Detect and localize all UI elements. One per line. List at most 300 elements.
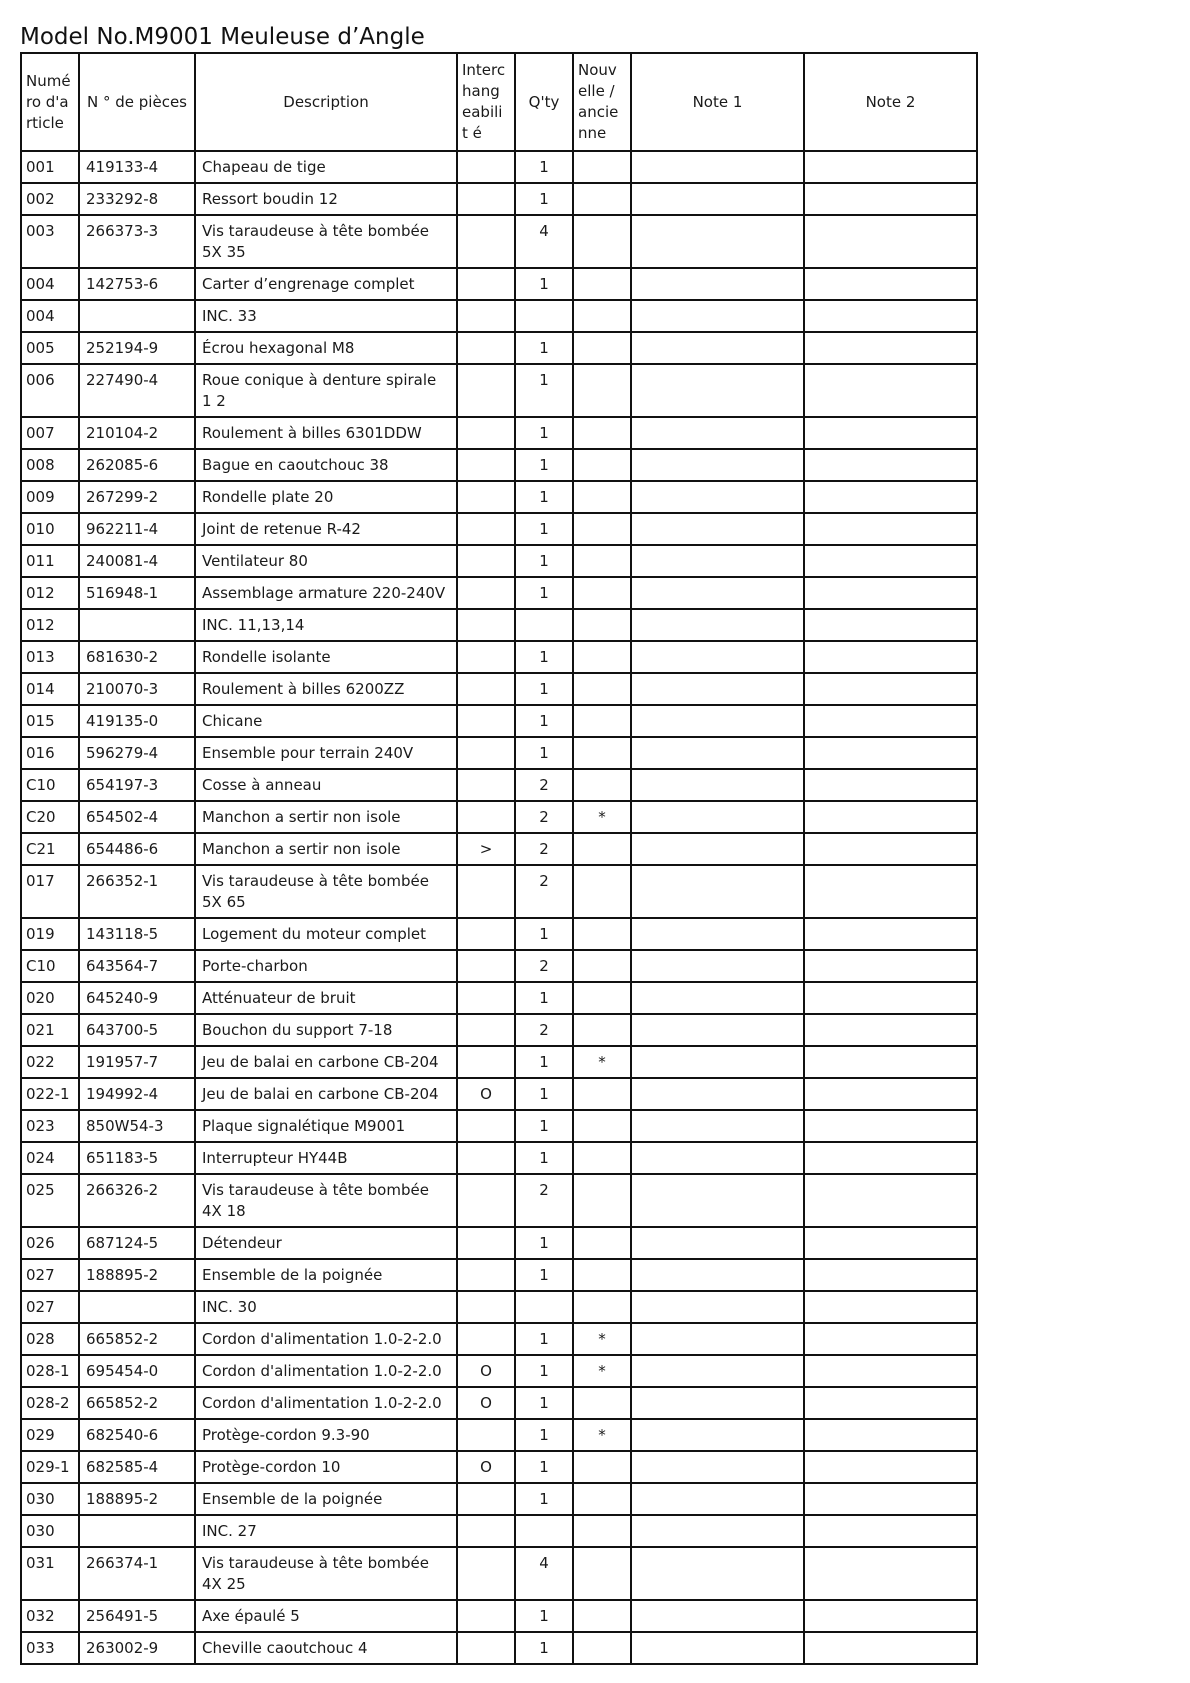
cell-part-no: 194992-4 <box>79 1078 195 1110</box>
cell-note2 <box>804 300 977 332</box>
cell-new-old <box>573 609 631 641</box>
table-row <box>21 364 977 417</box>
cell-description: Porte-charbon <box>195 950 457 982</box>
table-row <box>21 1451 977 1483</box>
cell-item-no: 032 <box>21 1600 79 1632</box>
cell-note1 <box>631 417 804 449</box>
cell-description: Roulement à billes 6200ZZ <box>195 673 457 705</box>
cell-qty: 2 <box>515 1174 573 1227</box>
cell-new-old <box>573 449 631 481</box>
cell-item-no: 019 <box>21 918 79 950</box>
table-row <box>21 1632 977 1664</box>
cell-part-no: 266352-1 <box>79 865 195 918</box>
table-row <box>21 1355 977 1387</box>
cell-note1 <box>631 1483 804 1515</box>
cell-interchangeability <box>457 1174 515 1227</box>
table-row <box>21 737 977 769</box>
column-header-interchangeability: Interc hang eabilit é <box>457 53 515 151</box>
cell-qty: 1 <box>515 481 573 513</box>
cell-description: Écrou hexagonal M8 <box>195 332 457 364</box>
column-header-qty: Q'ty <box>515 53 573 151</box>
cell-note1 <box>631 513 804 545</box>
cell-new-old <box>573 332 631 364</box>
cell-item-no: 028 <box>21 1323 79 1355</box>
cell-new-old <box>573 833 631 865</box>
cell-qty: 1 <box>515 545 573 577</box>
cell-note1 <box>631 215 804 268</box>
cell-note1 <box>631 1046 804 1078</box>
cell-interchangeability: O <box>457 1451 515 1483</box>
cell-note1 <box>631 151 804 183</box>
cell-description: Cordon d'alimentation 1.0-2-2.0 <box>195 1355 457 1387</box>
cell-interchangeability <box>457 545 515 577</box>
cell-item-no: 027 <box>21 1291 79 1323</box>
cell-new-old <box>573 1110 631 1142</box>
cell-part-no <box>79 300 195 332</box>
cell-description: Chapeau de tige <box>195 151 457 183</box>
cell-description: Ventilateur 80 <box>195 545 457 577</box>
cell-item-no: 001 <box>21 151 79 183</box>
cell-qty: 1 <box>515 1419 573 1451</box>
cell-note1 <box>631 1014 804 1046</box>
cell-part-no: 645240-9 <box>79 982 195 1014</box>
table-row <box>21 801 977 833</box>
cell-item-no: 012 <box>21 577 79 609</box>
cell-description: Ensemble de la poignée <box>195 1483 457 1515</box>
cell-note1 <box>631 1387 804 1419</box>
cell-description: Carter d’engrenage complet <box>195 268 457 300</box>
cell-part-no: 687124-5 <box>79 1227 195 1259</box>
cell-qty: 2 <box>515 801 573 833</box>
cell-new-old <box>573 268 631 300</box>
cell-interchangeability <box>457 1632 515 1664</box>
cell-part-no: 516948-1 <box>79 577 195 609</box>
cell-new-old <box>573 151 631 183</box>
cell-note2 <box>804 801 977 833</box>
cell-part-no: 962211-4 <box>79 513 195 545</box>
cell-note1 <box>631 833 804 865</box>
cell-qty: 1 <box>515 332 573 364</box>
table-row <box>21 1014 977 1046</box>
cell-note2 <box>804 268 977 300</box>
cell-part-no: 210070-3 <box>79 673 195 705</box>
cell-note1 <box>631 1142 804 1174</box>
cell-description: Rondelle plate 20 <box>195 481 457 513</box>
table-row <box>21 1387 977 1419</box>
cell-qty: 1 <box>515 737 573 769</box>
cell-description: Ensemble de la poignée <box>195 1259 457 1291</box>
cell-part-no: 665852-2 <box>79 1387 195 1419</box>
cell-note2 <box>804 1632 977 1664</box>
cell-part-no: 188895-2 <box>79 1259 195 1291</box>
cell-interchangeability <box>457 481 515 513</box>
table-row <box>21 609 977 641</box>
cell-qty: 1 <box>515 1451 573 1483</box>
cell-interchangeability <box>457 577 515 609</box>
cell-note2 <box>804 1600 977 1632</box>
cell-qty: 4 <box>515 1547 573 1600</box>
cell-new-old <box>573 1174 631 1227</box>
cell-qty: 1 <box>515 1078 573 1110</box>
cell-qty: 1 <box>515 673 573 705</box>
table-row <box>21 1259 977 1291</box>
cell-note1 <box>631 545 804 577</box>
table-header <box>21 53 977 151</box>
cell-note1 <box>631 1419 804 1451</box>
cell-item-no: 014 <box>21 673 79 705</box>
table-row <box>21 268 977 300</box>
cell-note1 <box>631 1323 804 1355</box>
table-row <box>21 300 977 332</box>
cell-part-no <box>79 1291 195 1323</box>
cell-qty: 1 <box>515 1227 573 1259</box>
parts-table <box>20 52 978 1665</box>
cell-item-no: 025 <box>21 1174 79 1227</box>
cell-note2 <box>804 513 977 545</box>
cell-new-old <box>573 641 631 673</box>
cell-interchangeability <box>457 1227 515 1259</box>
cell-note2 <box>804 705 977 737</box>
cell-description: Logement du moteur complet <box>195 918 457 950</box>
cell-item-no: 006 <box>21 364 79 417</box>
column-header-part-no: N ° de pièces <box>79 53 195 151</box>
cell-new-old <box>573 982 631 1014</box>
table-row <box>21 982 977 1014</box>
cell-note1 <box>631 449 804 481</box>
cell-new-old <box>573 737 631 769</box>
cell-note1 <box>631 1355 804 1387</box>
cell-note1 <box>631 950 804 982</box>
table-row <box>21 151 977 183</box>
table-row <box>21 215 977 268</box>
table-row <box>21 1515 977 1547</box>
cell-new-old <box>573 1600 631 1632</box>
cell-interchangeability: O <box>457 1355 515 1387</box>
cell-new-old <box>573 364 631 417</box>
cell-note2 <box>804 1291 977 1323</box>
cell-item-no: 003 <box>21 215 79 268</box>
cell-interchangeability <box>457 737 515 769</box>
cell-description: Protège-cordon 9.3-90 <box>195 1419 457 1451</box>
table-row <box>21 1547 977 1600</box>
cell-part-no: 210104-2 <box>79 417 195 449</box>
cell-interchangeability <box>457 268 515 300</box>
cell-item-no: 005 <box>21 332 79 364</box>
page-title: Model No.M9001 Meuleuse d’Angle <box>20 24 425 50</box>
cell-part-no: 665852-2 <box>79 1323 195 1355</box>
cell-description: Atténuateur de bruit <box>195 982 457 1014</box>
cell-note1 <box>631 737 804 769</box>
cell-new-old: * <box>573 1323 631 1355</box>
cell-note2 <box>804 950 977 982</box>
cell-item-no: 004 <box>21 300 79 332</box>
cell-item-no: C21 <box>21 833 79 865</box>
cell-note1 <box>631 1259 804 1291</box>
cell-new-old <box>573 865 631 918</box>
cell-item-no: 033 <box>21 1632 79 1664</box>
cell-note2 <box>804 918 977 950</box>
cell-interchangeability <box>457 918 515 950</box>
cell-new-old <box>573 769 631 801</box>
table-row <box>21 1142 977 1174</box>
cell-note1 <box>631 183 804 215</box>
cell-note2 <box>804 577 977 609</box>
cell-description: Manchon a sertir non isole <box>195 833 457 865</box>
cell-item-no: 020 <box>21 982 79 1014</box>
cell-new-old <box>573 1515 631 1547</box>
table-row <box>21 1291 977 1323</box>
cell-item-no: C10 <box>21 950 79 982</box>
cell-qty: 1 <box>515 1387 573 1419</box>
cell-part-no <box>79 1515 195 1547</box>
cell-interchangeability <box>457 1547 515 1600</box>
cell-part-no: 654502-4 <box>79 801 195 833</box>
table-row <box>21 183 977 215</box>
cell-new-old <box>573 417 631 449</box>
cell-new-old <box>573 705 631 737</box>
cell-qty: 1 <box>515 1355 573 1387</box>
cell-item-no: 022 <box>21 1046 79 1078</box>
cell-note1 <box>631 705 804 737</box>
cell-description: INC. 33 <box>195 300 457 332</box>
cell-description: Ensemble pour terrain 240V <box>195 737 457 769</box>
cell-part-no: 850W54-3 <box>79 1110 195 1142</box>
cell-description: Jeu de balai en carbone CB-204 <box>195 1078 457 1110</box>
cell-qty: 2 <box>515 1014 573 1046</box>
cell-note2 <box>804 1078 977 1110</box>
cell-note1 <box>631 1451 804 1483</box>
header-row <box>21 53 977 151</box>
cell-note2 <box>804 1515 977 1547</box>
cell-qty: 1 <box>515 1632 573 1664</box>
cell-description: Cordon d'alimentation 1.0-2-2.0 <box>195 1323 457 1355</box>
table-row <box>21 449 977 481</box>
cell-note1 <box>631 1515 804 1547</box>
cell-description: Rondelle isolante <box>195 641 457 673</box>
cell-description: Interrupteur HY44B <box>195 1142 457 1174</box>
cell-note2 <box>804 183 977 215</box>
cell-description: Cordon d'alimentation 1.0-2-2.0 <box>195 1387 457 1419</box>
cell-part-no: 266326-2 <box>79 1174 195 1227</box>
cell-description: Chicane <box>195 705 457 737</box>
cell-item-no: 009 <box>21 481 79 513</box>
cell-part-no: 252194-9 <box>79 332 195 364</box>
cell-part-no: 682540-6 <box>79 1419 195 1451</box>
cell-item-no: 016 <box>21 737 79 769</box>
cell-description: Joint de retenue R-42 <box>195 513 457 545</box>
cell-note2 <box>804 1483 977 1515</box>
cell-part-no: 654486-6 <box>79 833 195 865</box>
cell-part-no: 643700-5 <box>79 1014 195 1046</box>
table-row <box>21 1110 977 1142</box>
cell-description: Vis taraudeuse à tête bombée 4X 18 <box>195 1174 457 1227</box>
cell-description: Bouchon du support 7-18 <box>195 1014 457 1046</box>
cell-note1 <box>631 1632 804 1664</box>
cell-interchangeability <box>457 1142 515 1174</box>
cell-note1 <box>631 1291 804 1323</box>
cell-interchangeability <box>457 417 515 449</box>
cell-interchangeability <box>457 769 515 801</box>
cell-part-no: 643564-7 <box>79 950 195 982</box>
cell-interchangeability <box>457 1515 515 1547</box>
cell-note2 <box>804 1547 977 1600</box>
cell-note1 <box>631 609 804 641</box>
cell-item-no: 015 <box>21 705 79 737</box>
cell-qty: 2 <box>515 833 573 865</box>
cell-qty: 2 <box>515 950 573 982</box>
cell-qty: 1 <box>515 577 573 609</box>
cell-interchangeability <box>457 300 515 332</box>
cell-note1 <box>631 300 804 332</box>
cell-new-old <box>573 481 631 513</box>
cell-interchangeability <box>457 1323 515 1355</box>
cell-qty: 1 <box>515 1046 573 1078</box>
cell-interchangeability <box>457 950 515 982</box>
table-row <box>21 417 977 449</box>
cell-qty: 1 <box>515 641 573 673</box>
cell-item-no: 028-2 <box>21 1387 79 1419</box>
cell-part-no: 188895-2 <box>79 1483 195 1515</box>
cell-description: Manchon a sertir non isole <box>195 801 457 833</box>
table-row <box>21 705 977 737</box>
table-row <box>21 918 977 950</box>
cell-note1 <box>631 673 804 705</box>
cell-new-old <box>573 1451 631 1483</box>
column-header-note1: Note 1 <box>631 53 804 151</box>
cell-note1 <box>631 1227 804 1259</box>
cell-note1 <box>631 1547 804 1600</box>
cell-note1 <box>631 577 804 609</box>
cell-qty: 1 <box>515 982 573 1014</box>
cell-description: Ressort boudin 12 <box>195 183 457 215</box>
cell-note2 <box>804 1355 977 1387</box>
cell-new-old <box>573 1387 631 1419</box>
cell-new-old <box>573 1547 631 1600</box>
cell-interchangeability <box>457 801 515 833</box>
cell-description: Plaque signalétique M9001 <box>195 1110 457 1142</box>
cell-part-no: 681630-2 <box>79 641 195 673</box>
column-header-description: Description <box>195 53 457 151</box>
cell-note1 <box>631 982 804 1014</box>
table-row <box>21 481 977 513</box>
cell-interchangeability <box>457 1483 515 1515</box>
cell-interchangeability <box>457 183 515 215</box>
cell-note2 <box>804 769 977 801</box>
cell-interchangeability <box>457 1046 515 1078</box>
cell-note1 <box>631 1600 804 1632</box>
cell-note1 <box>631 364 804 417</box>
cell-note2 <box>804 833 977 865</box>
cell-note1 <box>631 1174 804 1227</box>
cell-interchangeability <box>457 1600 515 1632</box>
cell-description: Bague en caoutchouc 38 <box>195 449 457 481</box>
cell-qty: 1 <box>515 918 573 950</box>
cell-item-no: C10 <box>21 769 79 801</box>
cell-note1 <box>631 481 804 513</box>
cell-part-no: 227490-4 <box>79 364 195 417</box>
cell-note2 <box>804 982 977 1014</box>
cell-note2 <box>804 1451 977 1483</box>
cell-item-no: 022-1 <box>21 1078 79 1110</box>
cell-description: Cosse à anneau <box>195 769 457 801</box>
cell-item-no: 017 <box>21 865 79 918</box>
cell-item-no: 029-1 <box>21 1451 79 1483</box>
cell-item-no: 024 <box>21 1142 79 1174</box>
cell-description: Cheville caoutchouc 4 <box>195 1632 457 1664</box>
cell-item-no: 029 <box>21 1419 79 1451</box>
cell-new-old <box>573 918 631 950</box>
cell-note2 <box>804 1259 977 1291</box>
cell-new-old <box>573 215 631 268</box>
cell-interchangeability <box>457 982 515 1014</box>
cell-qty: 1 <box>515 1142 573 1174</box>
cell-qty: 1 <box>515 268 573 300</box>
cell-interchangeability <box>457 1259 515 1291</box>
cell-part-no: 233292-8 <box>79 183 195 215</box>
cell-item-no: 021 <box>21 1014 79 1046</box>
cell-item-no: 013 <box>21 641 79 673</box>
cell-qty <box>515 609 573 641</box>
cell-interchangeability <box>457 332 515 364</box>
cell-part-no: 654197-3 <box>79 769 195 801</box>
cell-note1 <box>631 1110 804 1142</box>
cell-new-old <box>573 1078 631 1110</box>
cell-note1 <box>631 268 804 300</box>
cell-interchangeability <box>457 673 515 705</box>
cell-new-old <box>573 950 631 982</box>
cell-description: Détendeur <box>195 1227 457 1259</box>
cell-note2 <box>804 1323 977 1355</box>
cell-new-old <box>573 1142 631 1174</box>
cell-note2 <box>804 1227 977 1259</box>
cell-note2 <box>804 1110 977 1142</box>
cell-description: INC. 30 <box>195 1291 457 1323</box>
cell-item-no: 030 <box>21 1483 79 1515</box>
cell-part-no: 695454-0 <box>79 1355 195 1387</box>
cell-qty: 1 <box>515 417 573 449</box>
cell-part-no: 142753-6 <box>79 268 195 300</box>
cell-interchangeability <box>457 1110 515 1142</box>
table-row <box>21 673 977 705</box>
cell-note1 <box>631 918 804 950</box>
cell-interchangeability <box>457 641 515 673</box>
cell-note2 <box>804 449 977 481</box>
cell-note2 <box>804 609 977 641</box>
cell-part-no <box>79 609 195 641</box>
cell-note2 <box>804 673 977 705</box>
cell-qty: 1 <box>515 1110 573 1142</box>
cell-note1 <box>631 1078 804 1110</box>
cell-note2 <box>804 1419 977 1451</box>
cell-interchangeability <box>457 1014 515 1046</box>
cell-item-no: 030 <box>21 1515 79 1547</box>
table-row <box>21 1483 977 1515</box>
cell-new-old <box>573 1632 631 1664</box>
table-row <box>21 1419 977 1451</box>
cell-interchangeability <box>457 449 515 481</box>
cell-description: Roue conique à denture spirale 1 2 <box>195 364 457 417</box>
cell-note2 <box>804 1174 977 1227</box>
cell-item-no: 008 <box>21 449 79 481</box>
table-row <box>21 1046 977 1078</box>
cell-new-old: * <box>573 1419 631 1451</box>
cell-note2 <box>804 545 977 577</box>
cell-new-old <box>573 673 631 705</box>
cell-interchangeability <box>457 705 515 737</box>
cell-new-old <box>573 1014 631 1046</box>
cell-part-no: 262085-6 <box>79 449 195 481</box>
cell-qty: 1 <box>515 151 573 183</box>
